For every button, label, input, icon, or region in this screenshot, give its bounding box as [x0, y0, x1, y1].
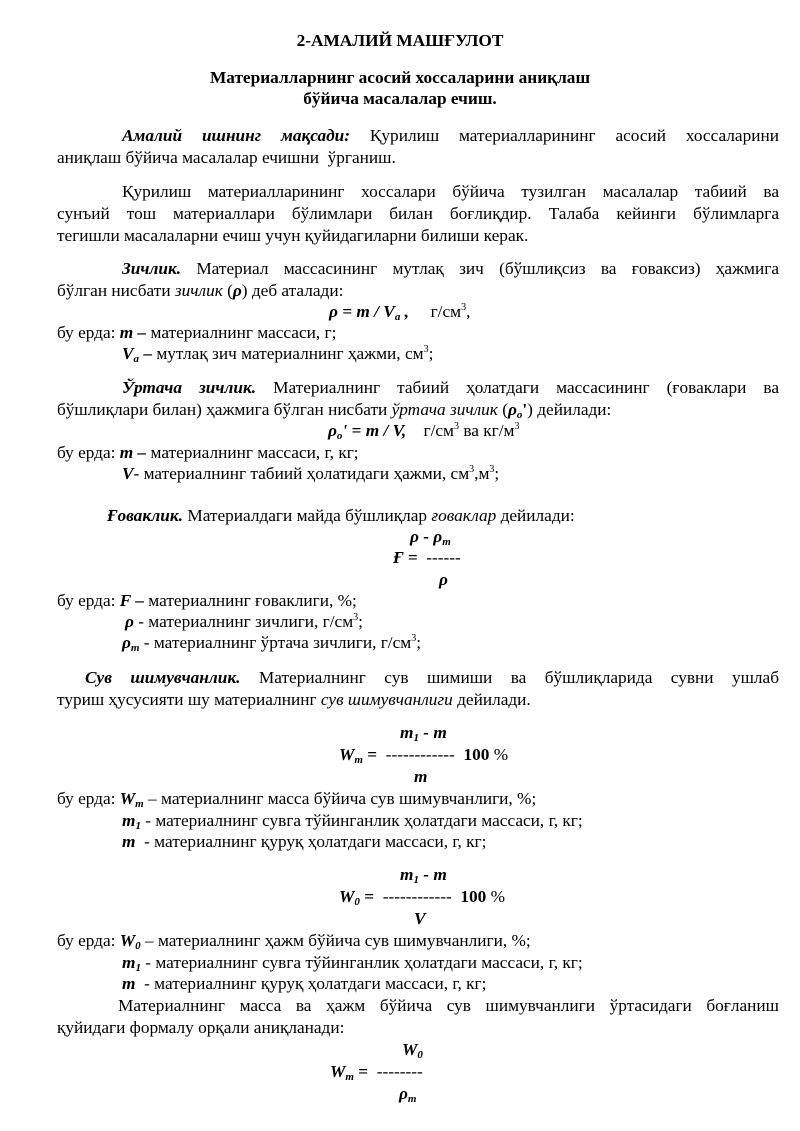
w0-where-m1: $m_1$ - материалнинг сувга тўйинганлик ҳолатдаги массаси, г, кг;: [122, 953, 583, 974]
wm-where-w: бу ерда: $W_m$ – материалнинг масса бўйича сув шимувчанлиги, %;: [57, 789, 537, 810]
wm-where-m1: $m_1$ - материалнинг сувга тўйинганлик ҳолатдаги массаси, г, кг;: [122, 811, 583, 832]
goal-label: Амалий ишнинг мақсади:: [122, 126, 351, 145]
porosity-denominator: ρ: [439, 570, 448, 589]
avg-density-term: Ўртача зичлик.: [122, 378, 257, 397]
density-line-2: бўлган нисбати зичлик (ρ) деб аталади:: [57, 281, 344, 300]
avg-density-where-m: бу ерда: m – материалнинг массаси, г, кг;: [57, 443, 359, 462]
relation-line-2: қуйидаги формалу орқали аниқланади:: [57, 1018, 345, 1037]
density-formula: $\rho = m / V_a$ , $г/см^3$,: [329, 302, 471, 323]
wm-denominator: m: [414, 767, 428, 786]
intro-line-2: сунъий тош материаллари бўлимлари билан боғлиқдир. Талаба кейинги бўлимларга: [57, 204, 779, 223]
water-line-2: туриш ҳусусияти шу материалнинг сув шимувчанлиги дейилади.: [57, 690, 531, 709]
density-where-m: бу ерда: m – материалнинг массаси, г;: [57, 323, 337, 342]
w0-where-m: m - материалнинг қуруқ ҳолатдаги массаси, г, кг;: [122, 974, 487, 993]
w0-denominator: V: [414, 909, 426, 928]
relation-formula: $W_m$ = --------: [330, 1062, 423, 1083]
relation-numerator: $W_0$: [402, 1040, 423, 1061]
density-line-1: Зичлик. Материал массасининг мутлақ зич (бўшлиқсиз ва ғоваксиз) ҳажмига: [122, 259, 779, 278]
w0-formula: $W_0$ = ------------ 100 %: [339, 887, 506, 908]
density-where-va: $V_a$ – мутлақ зич материалнинг ҳажми, $см^3$;: [122, 344, 434, 365]
wm-formula: $W_m$ = ------------ 100 %: [339, 745, 509, 766]
subtitle-line-1: Материалларнинг асосий хоссаларини аниқлаш: [209, 68, 591, 87]
page-title: 2-АМАЛИЙ МАШҒУЛОТ: [296, 31, 504, 50]
subtitle-line-2: бўйича масалалар ечиш.: [303, 89, 497, 108]
porosity-where-rho: ρ - материалнинг зичлиги, $г/см^3$;: [125, 612, 363, 631]
water-term: Сув шимувчанлик.: [85, 668, 241, 687]
avg-density-line-2: бўшлиқлари билан) ҳажмига бўлган нисбати ўртача зичлик $(\rho_o')$ дейилади:: [57, 400, 612, 421]
porosity-line-1: Ғоваклик. Материалдаги майда бўшлиқлар ғоваклар дейилади:: [107, 506, 575, 525]
porosity-numerator: ρ - $\rho_m$: [410, 527, 451, 548]
intro-line-3: тегишли масалаларни ечиш учун қуйидагиларни билиши керак.: [57, 226, 529, 245]
wm-where-m: m - материалнинг қуруқ ҳолатдаги массаси, г, кг;: [122, 832, 487, 851]
water-line-1: Сув шимувчанлик. Материалнинг сув шимиши ва бўшлиқларида сувни ушлаб: [85, 668, 780, 687]
goal-line-1: Амалий ишнинг мақсади: Қурилиш материалларининг асосий хоссаларини: [122, 126, 779, 145]
porosity-where-f: бу ерда: F – материалнинг ғоваклиги, %;: [57, 591, 357, 610]
porosity-term: Ғоваклик.: [107, 506, 183, 525]
relation-denominator: $\rho_m$: [399, 1084, 417, 1105]
w0-numerator: $m_1$ - m: [400, 865, 447, 886]
avg-density-where-v: V- материалнинг табиий ҳолатидаги ҳажми, $см^3,м^3$;: [122, 464, 500, 483]
wm-numerator: $m_1$ - m: [400, 723, 447, 744]
density-term: Зичлик.: [122, 259, 182, 278]
goal-line-2: аниқлаш бўйича масалалар ечишни ўрганиш.: [57, 148, 396, 167]
w0-where-w: бу ерда: $W_0$ – материалнинг ҳажм бўйича сув шимувчанлиги, %;: [57, 931, 531, 952]
relation-line-1: Материалнинг масса ва ҳажм бўйича сув шимувчанлиги ўртасидаги боғланиш: [118, 996, 779, 1015]
avg-density-formula: $\rho_o' = m / V$, $г/см^3$ ва $кг/м^3$: [328, 421, 520, 442]
porosity-formula: Ғ = ------: [393, 548, 461, 567]
porosity-where-rhom: $\rho_m$ - материалнинг ўртача зичлиги, $г/см^3$;: [122, 633, 422, 654]
intro-line-1: Қурилиш материалларининг хоссалари бўйича тузилган масалалар табиий ва: [122, 182, 779, 201]
avg-density-line-1: Ўртача зичлик. Материалнинг табиий ҳолатдаги массасининг (ғоваклари ва: [122, 378, 779, 397]
